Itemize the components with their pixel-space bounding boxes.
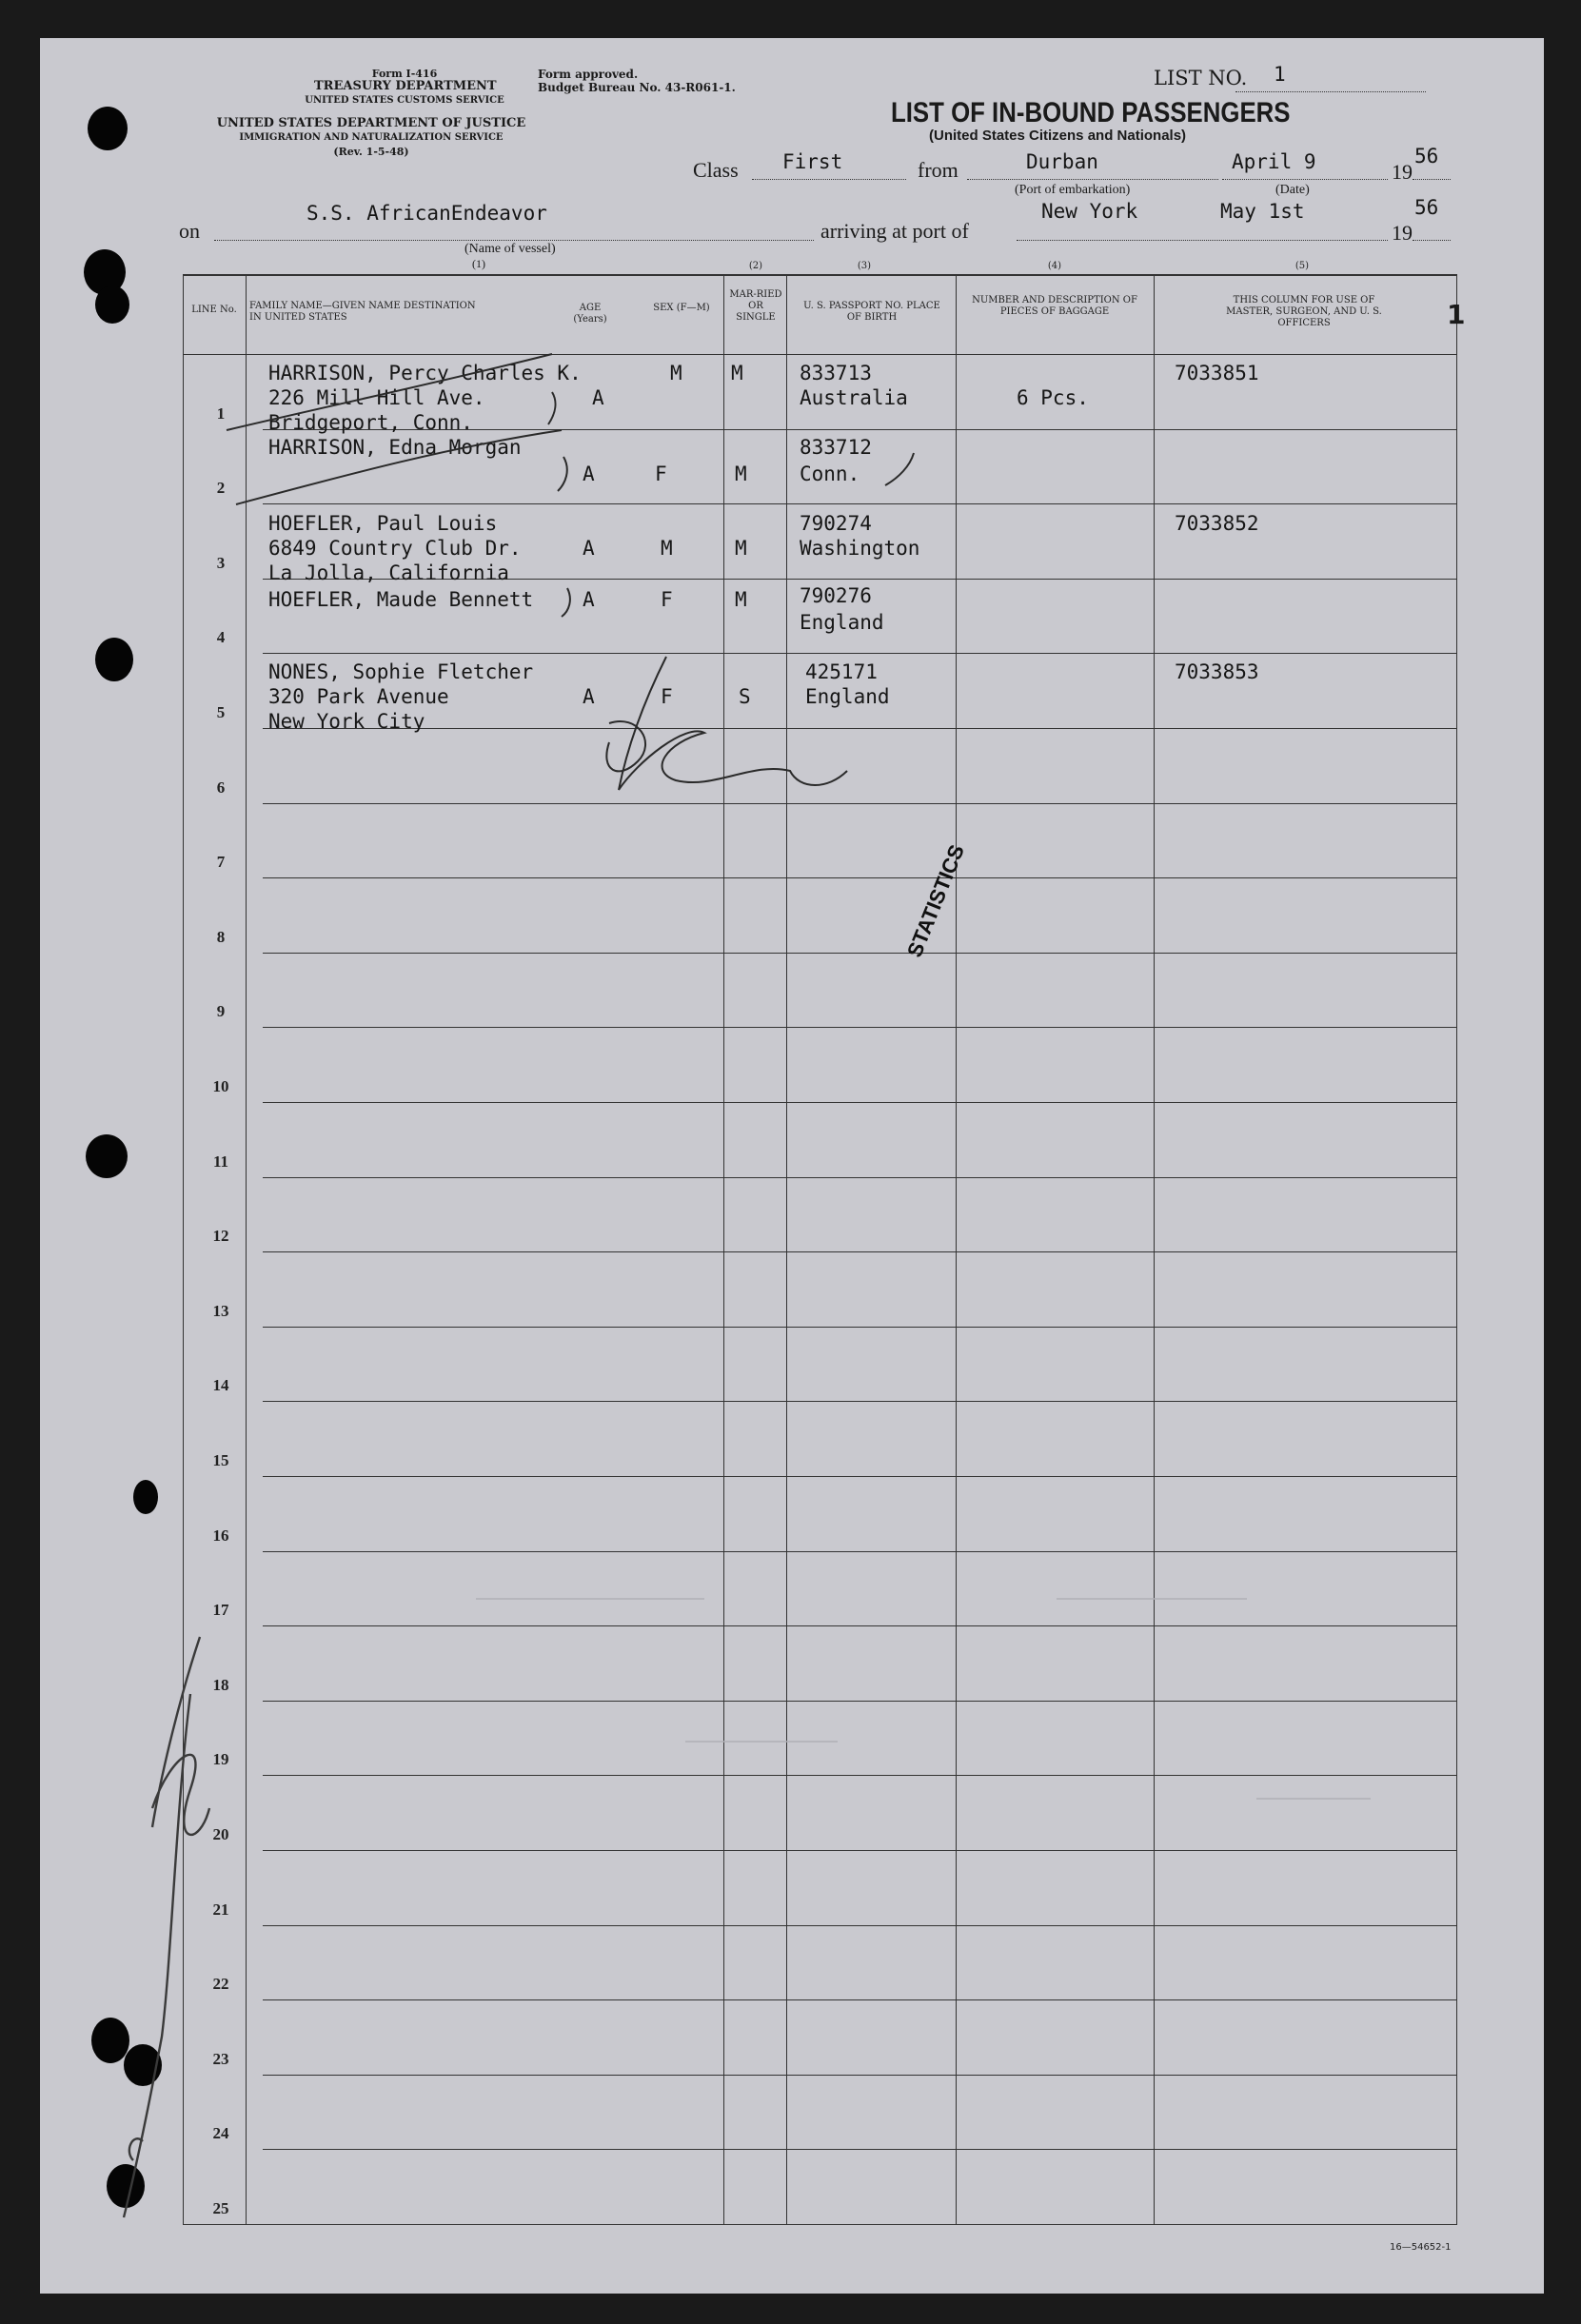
age-code: A — [583, 537, 595, 560]
embark-date: April 9 — [1232, 150, 1316, 173]
col-name-header: FAMILY NAME—GIVEN NAME DESTINATION IN UNITED STATES — [249, 301, 476, 323]
form-title: LIST OF IN-BOUND PASSENGERS — [891, 97, 1291, 128]
vessel-name: S.S. AfricanEndeavor — [306, 202, 547, 225]
place-of-birth: England — [805, 685, 890, 708]
col-married-header: MAR-RIED OR SINGLE — [729, 289, 782, 323]
destination-line: New York City — [268, 710, 425, 733]
line-number: 11 — [212, 1152, 229, 1171]
line-number: 3 — [216, 553, 226, 572]
page-mark: 1 — [1447, 299, 1466, 330]
form-number: Form I-416 — [371, 68, 438, 80]
place-of-birth: Australia — [800, 386, 908, 409]
sex: F — [655, 463, 667, 485]
place-of-birth: England — [800, 611, 884, 634]
on-label: on — [179, 219, 200, 243]
line-number: 22 — [212, 1975, 229, 1994]
line-number: 15 — [212, 1451, 229, 1469]
revision: (Rev. 1-5-48) — [333, 146, 409, 158]
ins-service: IMMIGRATION AND NATURALIZATION SERVICE — [239, 132, 504, 143]
line-number: 10 — [212, 1077, 229, 1095]
col-5-number: (5) — [1294, 261, 1310, 271]
passport-number: 425171 — [805, 660, 878, 683]
officer-number: 7033852 — [1175, 512, 1259, 535]
statistics-stamp: STATISTICS — [902, 841, 970, 961]
vessel-caption: (Name of vessel) — [464, 242, 556, 256]
passport-number: 790274 — [800, 512, 872, 535]
line-number: 6 — [216, 778, 226, 797]
line-number: 21 — [212, 1900, 229, 1919]
justice-dept: UNITED STATES DEPARTMENT OF JUSTICE — [216, 116, 526, 130]
form-approved: Form approved. — [538, 68, 639, 81]
passport-number: 833712 — [800, 436, 872, 459]
line-number: 9 — [216, 1002, 226, 1021]
date-caption: (Date) — [1275, 183, 1310, 197]
passenger-name: HOEFLER, Paul Louis — [268, 512, 498, 535]
arrival-year: 56 — [1414, 196, 1439, 219]
arrival-date: May 1st — [1220, 200, 1305, 223]
col-baggage-header: NUMBER AND DESCRIPTION OF PIECES OF BAGGAGE — [972, 295, 1137, 317]
line-number: 1 — [216, 404, 226, 423]
age-code: A — [583, 463, 595, 485]
place-of-birth: Washington — [800, 537, 920, 560]
marital-status: S — [739, 685, 751, 708]
line-number: 16 — [212, 1526, 229, 1545]
year-prefix: 19 — [1392, 160, 1413, 184]
col-line-header: LINE No. — [191, 305, 237, 315]
line-number: 17 — [212, 1601, 229, 1620]
destination-line: La Jolla, California — [268, 561, 509, 584]
port-embark-caption: (Port of embarkation) — [1015, 183, 1131, 197]
line-number: 25 — [212, 2199, 229, 2217]
destination-line: 6849 Country Club Dr. — [268, 537, 522, 560]
col-age-header: AGE (Years) — [573, 303, 607, 325]
passport-number: 790276 — [800, 584, 872, 607]
budget-bureau: Budget Bureau No. 43-R061-1. — [538, 81, 736, 94]
from-label: from — [918, 158, 958, 182]
marital-status: M — [731, 362, 743, 384]
form-subtitle: (United States Citizens and Nationals) — [929, 128, 1187, 144]
customs-service: UNITED STATES CUSTOMS SERVICE — [305, 95, 504, 106]
destination-line: 226 Mill Hill Ave. — [268, 386, 485, 409]
age-code: A — [583, 588, 595, 611]
col-4-number: (4) — [1047, 261, 1062, 271]
port-of-embarkation: Durban — [1026, 150, 1098, 173]
sex: F — [661, 685, 673, 708]
embark-year: 56 — [1414, 145, 1439, 167]
line-number: 12 — [212, 1227, 229, 1246]
line-number: 4 — [216, 628, 226, 647]
age-code: A — [592, 386, 604, 409]
line-number: 18 — [212, 1675, 229, 1694]
line-number: 20 — [212, 1825, 229, 1843]
col-passport-header: U. S. PASSPORT NO. PLACE OF BIRTH — [803, 301, 940, 323]
passenger-name: HARRISON, Percy Charles K. — [268, 362, 582, 384]
list-number-label: LIST NO. — [1154, 67, 1248, 89]
line-number: 24 — [212, 2124, 229, 2143]
col-3-number: (3) — [857, 261, 872, 271]
arrival-port: New York — [1041, 200, 1138, 223]
sex: M — [670, 362, 682, 384]
passenger-name: NONES, Sophie Fletcher — [268, 660, 534, 683]
col-sex-header: SEX (F—M) — [653, 303, 710, 313]
baggage-count: 6 Pcs. — [1017, 386, 1089, 409]
class-label: Class — [693, 158, 739, 182]
line-number: 13 — [212, 1301, 229, 1320]
class-value: First — [782, 150, 843, 173]
form-footer-code: 16—54652-1 — [1390, 2242, 1452, 2253]
column-1-caption: (1) — [472, 257, 485, 270]
arriving-label: arriving at port of — [820, 219, 969, 243]
passport-number: 833713 — [800, 362, 872, 384]
destination-line: Bridgeport, Conn. — [268, 411, 473, 434]
line-number: 7 — [216, 853, 226, 872]
col-officers-header: THIS COLUMN FOR USE OF MASTER, SURGEON, AND U. S. OFFICERS — [1226, 295, 1382, 328]
line-number: 2 — [216, 479, 226, 498]
age-code: A — [583, 685, 595, 708]
sex: M — [661, 537, 673, 560]
line-number: 23 — [212, 2049, 229, 2068]
passenger-name: HARRISON, Edna Morgan — [268, 436, 522, 459]
col-2-number: (2) — [748, 261, 763, 271]
treasury-dept: TREASURY DEPARTMENT — [314, 79, 497, 93]
sex: F — [661, 588, 673, 611]
list-number: 1 — [1274, 63, 1286, 86]
arrival-year-prefix: 19 — [1392, 221, 1413, 245]
line-number: 8 — [216, 927, 226, 946]
officer-number: 7033851 — [1175, 362, 1259, 384]
passenger-name: HOEFLER, Maude Bennett — [268, 588, 534, 611]
officer-number: 7033853 — [1175, 660, 1259, 683]
destination-line: 320 Park Avenue — [268, 685, 449, 708]
marital-status: M — [735, 537, 747, 560]
line-number: 19 — [212, 1750, 229, 1769]
line-number: 14 — [212, 1376, 229, 1395]
marital-status: M — [735, 588, 747, 611]
place-of-birth: Conn. — [800, 463, 860, 485]
line-number: 5 — [216, 703, 226, 721]
marital-status: M — [735, 463, 747, 485]
